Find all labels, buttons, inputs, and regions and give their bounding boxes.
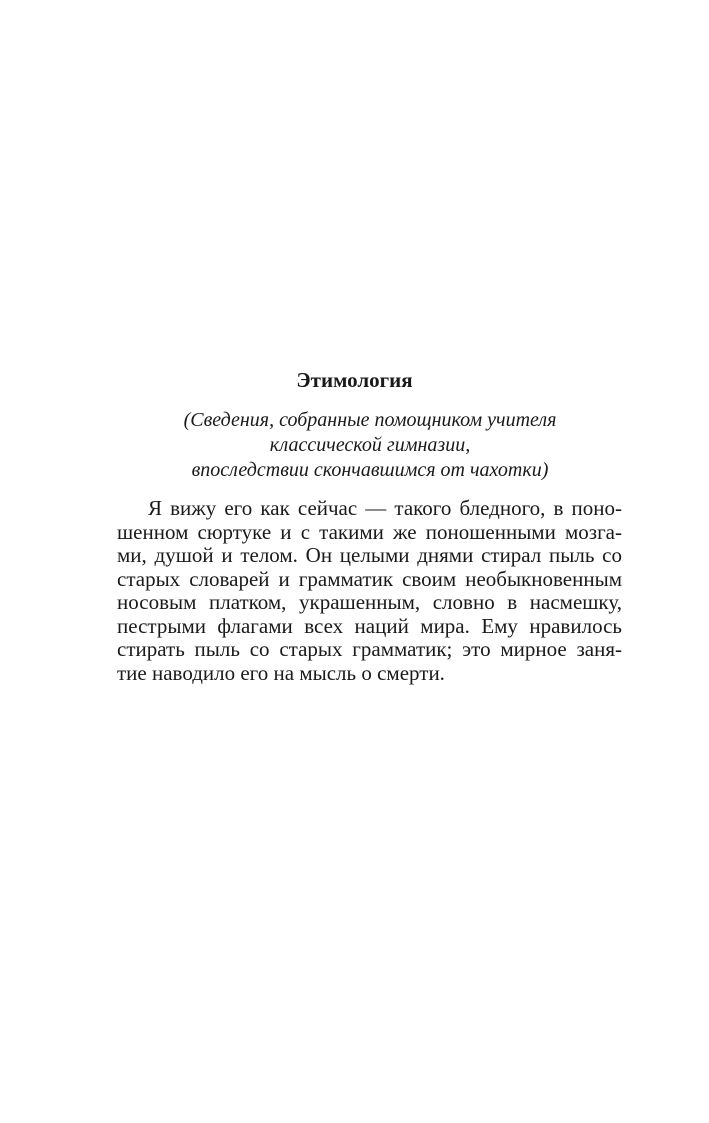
body-paragraph xyxy=(117,497,622,685)
chapter-subtitle xyxy=(0,408,709,483)
paragraph-line: пестрыми флагами всех наций мира. Ему нравилось xyxy=(117,613,622,638)
paragraph-line: стирать пыль со старых грамматик; это мирное заня- xyxy=(117,637,622,661)
paragraph-line: Я вижу его как сейчас — такого бледного, в поно- xyxy=(148,496,622,520)
paragraph-line: ми, душой и телом. Он целыми днями стирал пыль со xyxy=(117,543,622,567)
subtitle-line: (Сведения, собранные помощником учителя xyxy=(183,409,557,431)
paragraph-line: старых словарей и грамматик своим необыкновенным xyxy=(117,566,622,591)
paragraph-line: носовым платком, украшенным, словно в насмешку, xyxy=(117,590,622,614)
paragraph-line: тие наводило его на мысль о смерти. xyxy=(117,660,445,685)
subtitle-line: впоследствии скончавшимся от чахотки) xyxy=(191,459,549,481)
chapter-title: Этимология xyxy=(296,368,413,392)
paragraph-line: шенном сюртуке и с такими же поношенными мозга- xyxy=(117,519,622,544)
subtitle-line: классической гимназии, xyxy=(269,434,471,456)
